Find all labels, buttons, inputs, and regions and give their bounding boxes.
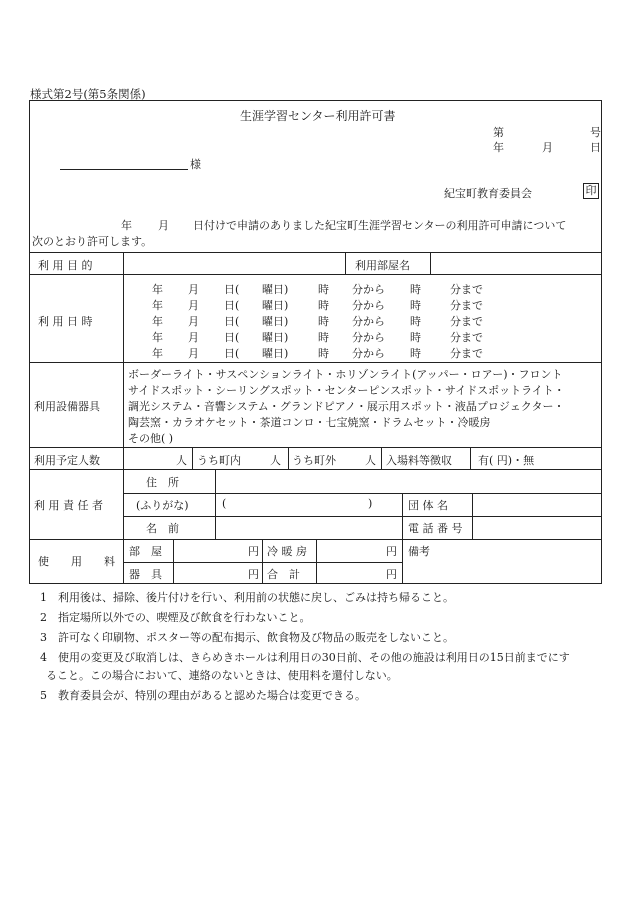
group-name-label: 団 体 名	[408, 499, 448, 512]
furigana-close: )	[368, 497, 373, 510]
datetime-line-4-fun-kara: 分から	[352, 331, 385, 344]
fee-total-yen: 円	[386, 568, 397, 581]
date-month: 月	[542, 141, 553, 154]
datetime-line-2-ji1: 時	[318, 299, 329, 312]
in-town-label: うち町内	[197, 454, 241, 467]
admission-value: 有( 円)・無	[478, 454, 535, 467]
note-4-cont: ること。この場合において、連絡のないときは、使用料を還付しない。	[46, 669, 398, 682]
datetime-line-1-ji2: 時	[410, 283, 421, 296]
datetime-line-2-fun-made: 分まで	[450, 299, 483, 312]
datetime-line-5-nen: 年	[152, 347, 163, 360]
datetime-line-1-fun-made: 分まで	[450, 283, 483, 296]
remarks-label: 備考	[408, 545, 430, 558]
intro-text: 日付けで申請のありました紀宝町生涯学習センターの利用許可申請について	[193, 219, 567, 232]
datetime-line-4-ji1: 時	[318, 331, 329, 344]
note-5: 5 教育委員会が、特別の理由があると認めた場合は変更できる。	[40, 689, 366, 702]
datetime-line-5-tsuki: 月	[188, 347, 199, 360]
datetime-line-3-fun-made: 分まで	[450, 315, 483, 328]
address-label: 住 所	[146, 476, 179, 489]
datetime-line-3-ji2: 時	[410, 315, 421, 328]
equipment-line-5: その他( )	[128, 432, 174, 445]
datetime-line-5-fun-made: 分まで	[450, 347, 483, 360]
equipment-line-2: サイドスポット・シーリングスポット・センターピンスポット・サイドスポットライト・	[128, 384, 565, 397]
datetime-line-5-hi: 日(	[224, 347, 240, 360]
fee-heating-label: 冷 暖 房	[267, 545, 307, 558]
fee-label: 使 用 料	[38, 555, 115, 568]
out-town-label: うち町外	[292, 454, 336, 467]
datetime-line-4-ji2: 時	[410, 331, 421, 344]
datetime-line-1-fun-kara: 分から	[352, 283, 385, 296]
datetime-line-4-hi: 日(	[224, 331, 240, 344]
name-label: 名 前	[146, 522, 179, 535]
datetime-line-2-nen: 年	[152, 299, 163, 312]
datetime-line-1-ji1: 時	[318, 283, 329, 296]
intro-year: 年	[121, 219, 132, 232]
datetime-line-5-fun-kara: 分から	[352, 347, 385, 360]
datetime-line-2-ji2: 時	[410, 299, 421, 312]
datetime-line-4-fun-made: 分まで	[450, 331, 483, 344]
datetime-line-4-nen: 年	[152, 331, 163, 344]
datetime-line-1-hi: 日(	[224, 283, 240, 296]
equipment-label: 利用設備器具	[34, 400, 100, 413]
document-title: 生涯学習センター利用許可書	[240, 109, 396, 123]
out-town-unit: 人	[365, 454, 376, 467]
datetime-line-1-youbi: 曜日)	[262, 283, 289, 296]
honorific-sama: 様	[190, 158, 201, 171]
datetime-line-3-fun-kara: 分から	[352, 315, 385, 328]
room-name-label: 利用部屋名	[355, 259, 410, 272]
count-label: 利用予定人数	[34, 454, 100, 467]
datetime-label: 利 用 日 時	[38, 315, 93, 328]
datetime-line-3-hi: 日(	[224, 315, 240, 328]
fee-room-yen: 円	[248, 545, 259, 558]
datetime-line-1-nen: 年	[152, 283, 163, 296]
date-year: 年	[493, 141, 504, 154]
note-3: 3 許可なく印刷物、ポスター等の配布掲示、飲食物及び物品の販売をしないこと。	[40, 631, 454, 644]
note-4: 4 使用の変更及び取消しは、きらめきホールは利用日の30日前、その他の施設は利用日の15日前までにす	[40, 651, 570, 664]
datetime-line-1-tsuki: 月	[188, 283, 199, 296]
datetime-line-2-hi: 日(	[224, 299, 240, 312]
fee-equipment-yen: 円	[248, 568, 259, 581]
datetime-line-5-ji2: 時	[410, 347, 421, 360]
datetime-line-3-nen: 年	[152, 315, 163, 328]
datetime-line-3-tsuki: 月	[188, 315, 199, 328]
fee-heating-yen: 円	[386, 545, 397, 558]
permit-form-frame	[29, 100, 602, 584]
seal-stamp: 印	[583, 183, 599, 199]
number-suffix: 号	[590, 126, 601, 139]
date-day: 日	[590, 141, 601, 154]
note-2: 2 指定場所以外での、喫煙及び飲食を行わないこと。	[40, 611, 311, 624]
admission-label: 入場料等徴収	[386, 454, 452, 467]
equipment-line-4: 陶芸窯・カラオケセット・茶道コンロ・七宝焼窯・ドラムセット・冷暖房	[128, 416, 491, 429]
note-1: 1 利用後は、掃除、後片付けを行い、利用前の状態に戻し、ごみは持ち帰ること。	[40, 591, 454, 604]
datetime-line-2-tsuki: 月	[188, 299, 199, 312]
datetime-line-2-youbi: 曜日)	[262, 299, 289, 312]
phone-label: 電 話 番 号	[408, 522, 463, 535]
furigana-open: (	[222, 497, 227, 510]
in-town-unit: 人	[270, 454, 281, 467]
recipient-name-line	[60, 169, 188, 170]
equipment-line-1: ボーダーライト・サスペンションライト・ホリゾンライト(アッパー・ロアー)・フロント	[128, 368, 563, 381]
datetime-line-5-ji1: 時	[318, 347, 329, 360]
furigana-label: (ふりがな)	[136, 499, 189, 512]
datetime-line-4-tsuki: 月	[188, 331, 199, 344]
intro-month: 月	[158, 219, 169, 232]
form-number-label: 様式第2号(第5条関係)	[30, 87, 146, 101]
issuer-name: 紀宝町教育委員会	[444, 187, 532, 200]
datetime-line-2-fun-kara: 分から	[352, 299, 385, 312]
intro-text-2: 次のとおり許可します。	[32, 235, 153, 248]
responsible-label: 利 用 責 任 者	[34, 499, 103, 512]
fee-equipment-label: 器 具	[129, 568, 162, 581]
datetime-line-3-youbi: 曜日)	[262, 315, 289, 328]
number-prefix: 第	[493, 126, 504, 139]
count-unit: 人	[176, 454, 187, 467]
fee-room-label: 部 屋	[129, 545, 162, 558]
purpose-label: 利 用 目 的	[38, 259, 93, 272]
datetime-line-5-youbi: 曜日)	[262, 347, 289, 360]
datetime-line-4-youbi: 曜日)	[262, 331, 289, 344]
fee-total-label: 合 計	[267, 568, 300, 581]
datetime-line-3-ji1: 時	[318, 315, 329, 328]
equipment-line-3: 調光システム・音響システム・グランドピアノ・展示用スポット・液晶プロジェクター・	[128, 400, 565, 413]
